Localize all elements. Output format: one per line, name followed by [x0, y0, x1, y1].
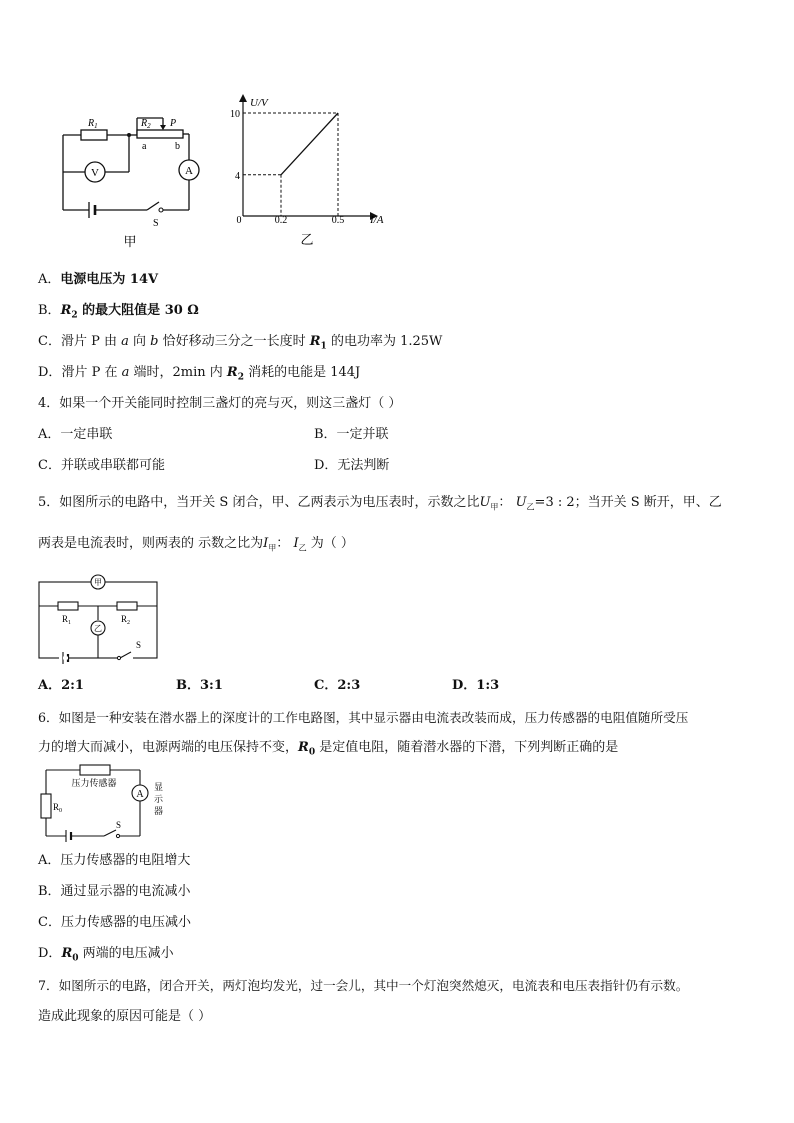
q4-option-c: C．并联或串联都可能 — [38, 458, 165, 473]
q3-option-a: A．电源电压为 14V — [38, 272, 159, 287]
ui-data-line — [281, 113, 338, 175]
r2-label: R — [141, 118, 148, 129]
q4-option-d: D．无法判断 — [314, 458, 390, 473]
q4-option-b: B．一定并联 — [314, 427, 389, 442]
r0-label: R — [53, 802, 60, 812]
q6-stem-line1: 6．如图是一种安装在潜水器上的深度计的工作电路图，其中显示器由电流表改装而成，压力传感器的电阻值随所受压 — [38, 710, 689, 725]
q5-option-d: D．1:3 — [452, 678, 500, 693]
pressure-sensor-label: 压力传感器 — [71, 778, 117, 788]
r2-label: R — [121, 614, 128, 624]
ui-graph-yi — [228, 92, 398, 250]
q4-stem: 4．如果一个开关能同时控制三盏灯的亮与灭，则这三盏灯（ ） — [38, 396, 402, 411]
q3-option-b: B．$R_2$ 的最大阻值是 30 Ω — [38, 303, 199, 321]
switch-s-label: S — [136, 640, 142, 650]
svg-text:R1: $R_1$ — [62, 614, 72, 626]
x-tick-label: 0.5 — [331, 215, 345, 226]
r1-label: R — [62, 614, 69, 624]
x-tick-label: 0.2 — [274, 215, 288, 226]
terminal-b-label: b — [175, 141, 180, 152]
svg-text:R0: $R_0$ — [53, 802, 63, 814]
q5-option-c: C．2:3 — [314, 678, 361, 693]
r1-label: R — [88, 118, 95, 129]
svg-text:R2: $R_2$ — [141, 118, 151, 130]
q3-option-c: C．滑片 P 由 a 向 b 恰好移动三分之一长度时 $R_1$ 的电功率为 1.25W — [38, 334, 443, 352]
q7-stem-line1: 7．如图所示的电路，闭合开关，两灯泡均发光，过一会儿，其中一个灯泡突然熄灭，电流表和电压表指针仍有示数。 — [38, 978, 689, 993]
display-label: 器 — [154, 806, 164, 816]
q6-option-c: C．压力传感器的电压减小 — [38, 915, 191, 930]
figure-caption-jia: 甲 — [123, 234, 137, 248]
voltmeter-symbol: V — [91, 167, 99, 179]
svg-text:R2: $R_2$ — [121, 614, 131, 626]
q6-option-a: A．压力传感器的电阻增大 — [38, 853, 191, 868]
svg-text:R1: $R_1$ — [88, 118, 98, 130]
display-label: 显 — [154, 782, 164, 792]
y-tick-label: 4 — [235, 170, 240, 182]
switch-s-label: S — [153, 218, 159, 229]
x-axis-label: I/A — [370, 214, 384, 226]
ammeter-symbol: A — [185, 165, 193, 177]
meter-jia-label: 甲 — [94, 578, 102, 587]
terminal-a-label: a — [142, 141, 147, 152]
q6-option-b: B．通过显示器的电流减小 — [38, 884, 191, 899]
circuit-figure-jia — [55, 108, 215, 248]
q5-option-a: A．2:1 — [38, 678, 84, 693]
q6-circuit-figure — [36, 762, 176, 842]
q3-option-d: D．滑片 P 在 a 端时，2min 内 $R_2$ 消耗的电能是 144J — [38, 365, 361, 383]
q6-option-d: D．$R_0$ 两端的电压减小 — [38, 946, 174, 964]
q4-option-a: A．一定串联 — [38, 427, 113, 442]
y-tick-label: 10 — [230, 109, 240, 120]
q5-stem-line2: 两表是电流表时，则两表的 示数之比为$I_甲$： $I_乙$ 为（ ） — [38, 536, 354, 553]
origin-label: 0 — [236, 215, 242, 226]
ammeter-symbol: A — [136, 789, 144, 800]
switch-s-label: S — [116, 820, 122, 830]
q6-stem-line2: 力的增大而减小，电源两端的电压保持不变，$R_0$ 是定值电阻，随着潜水器的下潜，下列判断正确的是 — [38, 740, 619, 758]
q5-circuit-figure — [35, 572, 165, 664]
y-axis-label: U/V — [250, 97, 268, 109]
slider-p-label: P — [170, 118, 177, 129]
figure-caption-yi: 乙 — [300, 232, 314, 247]
meter-yi-label: 乙 — [94, 624, 102, 633]
q7-stem-line2: 造成此现象的原因可能是（ ） — [38, 1009, 212, 1024]
q5-stem-line1: 5．如图所示的电路中，当开关 S 闭合，甲、乙两表示为电压表时，示数之比$U_甲$： $U_乙=3$ : 2；当开关 S 断开，甲、乙 — [38, 495, 722, 512]
q5-option-b: B．3:1 — [176, 678, 223, 693]
display-label: 示 — [154, 794, 164, 804]
